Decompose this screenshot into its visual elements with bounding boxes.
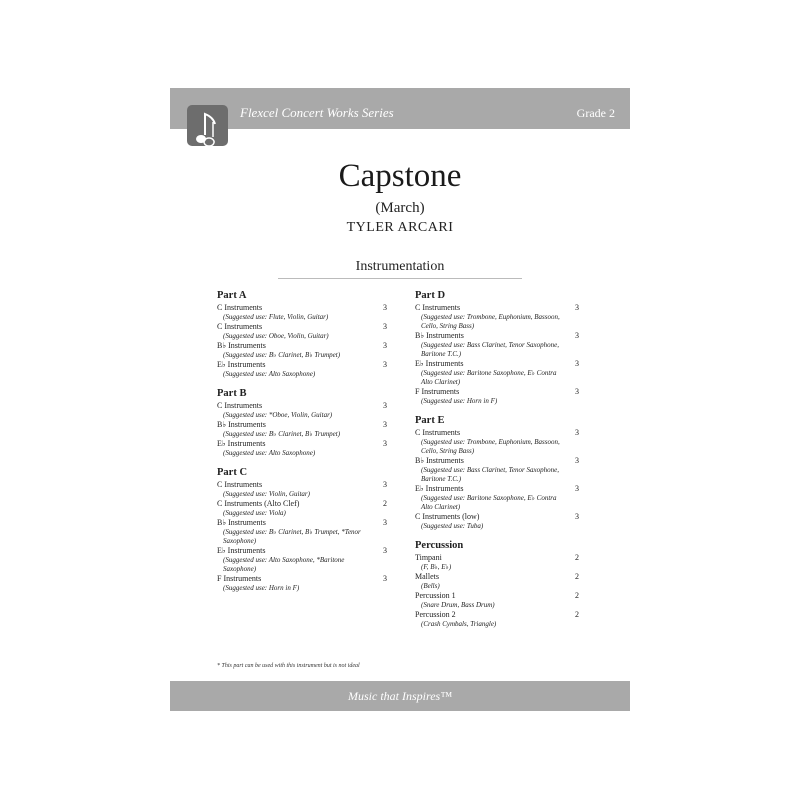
instrument-name: C Instruments (217, 480, 263, 489)
instrument-name: Percussion 1 (415, 591, 456, 600)
instrument-entry (415, 484, 587, 512)
suggested-use: (Suggested use: Baritone Saxophone, E♭ Contra Alto Clarinet) (421, 494, 557, 511)
suggested-use: (Suggested use: *Oboe, Violin, Guitar) (223, 411, 333, 419)
instrument-name: Percussion 2 (415, 610, 456, 619)
part-title: Part C (217, 467, 248, 478)
part-count: 3 (383, 303, 387, 312)
part-title: Part D (415, 290, 446, 301)
instrument-entry (415, 359, 587, 387)
part-count: 3 (575, 484, 579, 493)
part-count: 2 (575, 553, 579, 562)
suggested-use: (Suggested use: Oboe, Violin, Guitar) (223, 332, 329, 340)
suggested-use: (Crash Cymbals, Triangle) (421, 620, 497, 628)
part-count: 3 (575, 456, 579, 465)
part-count: 2 (575, 591, 579, 600)
instrument-name: E♭ Instruments (217, 546, 266, 555)
instrument-name: B♭ Instruments (415, 456, 464, 465)
part-section (415, 540, 587, 629)
instrument-entry (415, 553, 587, 572)
header-bar (170, 88, 630, 129)
heading-divider (278, 278, 522, 279)
suggested-use: (Snare Drum, Bass Drum) (421, 601, 495, 609)
part-count: 3 (383, 546, 387, 555)
suggested-use: (Suggested use: Flute, Violin, Guitar) (223, 313, 329, 321)
part-count: 3 (383, 480, 387, 489)
part-count: 3 (383, 322, 387, 331)
suggested-use: (Suggested use: Horn in F) (223, 584, 300, 592)
instrument-name: C Instruments (415, 428, 461, 437)
instrument-name: C Instruments (415, 303, 461, 312)
instrument-entry (415, 512, 587, 531)
instrument-name: C Instruments (217, 322, 263, 331)
suggested-use: (Suggested use: B♭ Clarinet, B♭ Trumpet) (223, 351, 341, 359)
instrumentation-left-column (217, 290, 387, 602)
instrument-name: E♭ Instruments (415, 484, 464, 493)
suggested-use: (Suggested use: Bass Clarinet, Tenor Saxophone, Baritone T.C.) (421, 466, 559, 483)
instrument-entry (415, 331, 587, 359)
part-count: 3 (383, 518, 387, 527)
instrument-name: C Instruments (Alto Clef) (217, 499, 300, 508)
instrument-entry (217, 303, 387, 322)
part-section (415, 415, 587, 531)
piece-title: Capstone (338, 158, 462, 194)
instrument-name: C Instruments (217, 303, 263, 312)
instrument-name: Timpani (415, 553, 442, 562)
music-note-icon (187, 105, 228, 146)
instrument-name: E♭ Instruments (415, 359, 464, 368)
part-count: 3 (383, 360, 387, 369)
part-count: 3 (575, 387, 579, 396)
suggested-use: (Suggested use: Alto Saxophone) (223, 449, 316, 457)
suggested-use: (F, B♭, E♭) (421, 563, 452, 571)
instrument-name: B♭ Instruments (217, 518, 266, 527)
instrument-entry (217, 360, 387, 379)
instrument-entry (217, 341, 387, 360)
part-count: 3 (383, 341, 387, 350)
part-count: 2 (575, 572, 579, 581)
instrument-name: Mallets (415, 572, 439, 581)
grade-label: Grade 2 (576, 106, 615, 120)
instrument-entry (217, 401, 387, 420)
part-count: 3 (575, 331, 579, 340)
part-section (217, 388, 387, 458)
suggested-use: (Suggested use: Baritone Saxophone, E♭ Contra Alto Clarinet) (421, 369, 557, 386)
part-title: Part B (217, 388, 247, 399)
suggested-use: (Suggested use: Trombone, Euphonium, Bassoon, Cello, String Bass) (421, 438, 560, 455)
instrument-entry (415, 610, 587, 629)
part-count: 2 (575, 610, 579, 619)
part-count: 3 (575, 512, 579, 521)
part-count: 3 (383, 420, 387, 429)
instrument-name: B♭ Instruments (415, 331, 464, 340)
instrument-entry (415, 572, 587, 591)
composer-name: TYLER ARCARI (346, 220, 454, 235)
suggested-use: (Suggested use: Alto Saxophone) (223, 370, 316, 378)
part-section (217, 290, 387, 379)
instrument-entry (415, 456, 587, 484)
instrument-entry (217, 546, 387, 574)
suggested-use: (Suggested use: Trombone, Euphonium, Bassoon, Cello, String Bass) (421, 313, 560, 330)
instrument-entry (217, 322, 387, 341)
instrument-entry (217, 518, 387, 546)
instrument-entry (217, 439, 387, 458)
part-title: Part E (415, 415, 445, 426)
instrument-entry (415, 387, 587, 406)
instrument-name: E♭ Instruments (217, 439, 266, 448)
instrument-name: C Instruments (217, 401, 263, 410)
suggested-use: (Suggested use: Tuba) (421, 522, 484, 530)
footnote: * This part can be used with this instrument but is not ideal (217, 663, 360, 669)
part-count: 3 (575, 428, 579, 437)
suggested-use: (Suggested use: Alto Saxophone, *Baritone Saxophone) (223, 556, 345, 573)
instrument-entry (415, 428, 587, 456)
instrument-name: B♭ Instruments (217, 341, 266, 350)
footer-bar (170, 681, 630, 711)
instrument-name: B♭ Instruments (217, 420, 266, 429)
suggested-use: (Suggested use: B♭ Clarinet, B♭ Trumpet, *Tenor Saxophone) (223, 528, 361, 545)
part-count: 3 (383, 574, 387, 583)
part-count: 3 (575, 359, 579, 368)
instrument-name: F Instruments (217, 574, 262, 583)
instrument-entry (415, 591, 587, 610)
part-count: 3 (575, 303, 579, 312)
part-count: 3 (383, 439, 387, 448)
instrument-entry (217, 420, 387, 439)
suggested-use: (Suggested use: Horn in F) (421, 397, 498, 405)
part-section (415, 290, 587, 406)
suggested-use: (Suggested use: Violin, Guitar) (223, 490, 310, 498)
instrument-name: C Instruments (low) (415, 512, 480, 521)
suggested-use: (Suggested use: Bass Clarinet, Tenor Saxophone, Baritone T.C.) (421, 341, 559, 358)
part-title: Part A (217, 290, 247, 301)
part-title: Percussion (415, 540, 464, 551)
instrument-name: E♭ Instruments (217, 360, 266, 369)
footer-tagline: Music that Inspires™ (348, 689, 452, 703)
instrument-entry (217, 499, 387, 518)
series-name: Flexcel Concert Works Series (240, 105, 394, 120)
suggested-use: (Bells) (421, 582, 440, 590)
instrument-name: F Instruments (415, 387, 460, 396)
piece-subtitle: (March) (375, 200, 425, 216)
suggested-use: (Suggested use: B♭ Clarinet, B♭ Trumpet) (223, 430, 341, 438)
instrument-entry (217, 480, 387, 499)
instrumentation-right-column (415, 290, 587, 638)
part-count: 2 (383, 499, 387, 508)
instrumentation-heading: Instrumentation (355, 259, 445, 274)
instrument-entry (217, 574, 387, 593)
suggested-use: (Suggested use: Viola) (223, 509, 286, 517)
part-section (217, 467, 387, 593)
score-cover-page (170, 88, 630, 711)
instrument-entry (415, 303, 587, 331)
part-count: 3 (383, 401, 387, 410)
